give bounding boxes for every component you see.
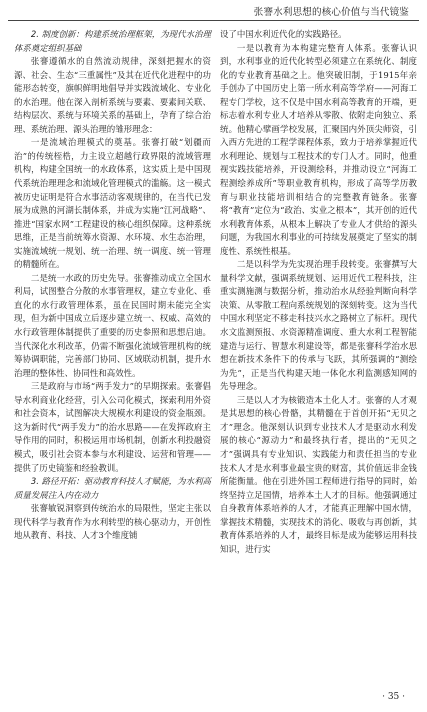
right-column bbox=[220, 28, 417, 556]
paragraph: 三是以人才为核锻造本土化人才。张謇的人才观是其思想的核心骨骼，其精髓在于首创开拓“无贝之才”理念。他深刻认识到专业技术人才是驱动水利发展的核心“源动力”和最终执行者，提出的“无贝之才”强调具有专业知识、实践能力和责任担当的专业技术人才是水利事业最宝贵的财富，其价值远非金钱所能衡量。他在引进外国工程师进行指导的同时，始终坚持立足国情，培养本土人才的目标。他强调通过自身教育体系培养的人才，才能真正理解中国水情，掌握技术精髓，实现技术的消化、吸收与再创新，其教育体系培养的人才，最终目标是成为能够运用科技知识，进行实 bbox=[220, 394, 417, 554]
paragraph-continuation: 设了中国水利近代化的实践路径。 bbox=[220, 29, 347, 39]
paragraph: 一是以教育为本构建完整育人体系。张謇认识到，水利事业的近代化转型必须建立在系统化、制度化的专业教育基础之上。他突破旧制，于1915年亲手创办了中国历史上第一所水利高等学府——河海工程专门学校，这不仅是中国水利高等教育的开端，更标志着水利专业人才培养从零散、依附走向独立、系统。他精心擘画学校发展，汇聚国内外顶尖师资，引入西方先进的工程学课程体系，致力于培养掌握近代水利理论、规划与工程技术的专门人才。同时，他重视实践技能培养，开设测绘科，并推动设立“河海工程测绘养成所”等职业教育机构，形成了高等学历教育与职业技能培训相结合的完整教育链条。张謇将“教育”定位为“政治、实业之根本”，其开创的近代水利教育体系，从根本上解决了专业人才供给的源头问题，为我国水利事业的可持续发展奠定了坚实的制度性、系统性根基。 bbox=[220, 42, 417, 256]
left-column bbox=[14, 28, 211, 543]
paragraph: 一是流域治理模式的奠基。张謇打破“划疆而治”的传统桎梏，力主设立超越行政界限的流域管理机构，构建全国统一的水政体系，这实质上是中国现代系统治理理念和流域化管理模式的滥觞。这一模式被历史证明是符合水事活动客观规律的，在当代已发展为成熟的河湖长制体系，并成为实施“江河战略”、推进“国家水网”工程建设的核心组织保障。这种系统思维，正是当前统筹水资源、水环境、水生态治理，实施流域统一规划、统一治理、统一调度、统一管理的精髓所在。 bbox=[14, 137, 211, 270]
paragraph: 二是以科学为先实现治理手段转变。张謇撰写大量科学文献，强调系统规划、运用近代工程科技，注重实测施测与数据分析，推动治水从经验判断向科学决策、从零散工程向系统规划的深刻转变。这为当代中国水利坚定不移走科技兴水之路树立了标杆。现代水文监测预报、水资源精准调度、重大水利工程智能建造与运行、智慧水利建设等，都是张謇科学治水思想在新技术条件下的传承与飞跃，其所强调的“测绘为先”，正是当代构建天地一体化水利监测感知网的先导理念。 bbox=[220, 259, 417, 392]
paragraph: 二是统一水政的历史先导。张謇推动成立全国水利局，试图整合分散的水事管理权，建立专业化、垂直化的水行政管理体系，虽在民国时期未能完全实现，但为新中国成立后逐步建立统一、权威、高效的水行政管理体制提供了重要的历史参照和思想启迪。当代深化水利改革，仍需不断强化流域管理机构的统筹协调职能，完善部门协同、区域联动机制，提升水治理的整体性、协同性和高效性。 bbox=[14, 272, 211, 378]
page-number: · 35 · bbox=[382, 692, 405, 702]
section-heading-2: 2. 制度创新：构建系统治理框架，为现代水治理体系奠定组织基础 bbox=[14, 29, 211, 53]
running-header bbox=[8, 0, 419, 21]
running-title: 张謇水利思想的核心价值与当代镜鉴 bbox=[253, 7, 409, 18]
paragraph: 张謇敏锐洞察到传统治水的局限性，坚定主张以现代科学与教育作为水利转型的核心驱动力，开创性地从教育、科技、人才3个维度铺 bbox=[14, 503, 211, 541]
paragraph: 张謇遵循水的自然流动规律，深刻把握水的资源、社会、生态“三重属性”及其在近代化进程中的功能形态转变，旗帜鲜明地倡导并实践流域化、专业化的水治理。他在深入剖析系统与要素、要素间关联、结构层次、系统与环境关系的基础上，孕育了综合治理、系统治理、源头治理的雏形理念： bbox=[14, 56, 211, 134]
paragraph: 三是政府与市场“两手发力”的早期探索。张謇倡导水利商业化经营，引入公司化模式，探索利用外资和社会资本，试图解决大规模水利建设的资金瓶颈。这为新时代“两手发力”的治水思路——在发挥政府主导作用的同时，积极运用市场机制，创新水利投融资模式，吸引社会资本参与水利建设、运营和管理——提供了历史镜鉴和经验教训。 bbox=[14, 381, 211, 473]
section-heading-3: 3. 路径开拓：驱动教育科技人才赋能，为水利高质量发展注入内在动力 bbox=[14, 476, 211, 500]
